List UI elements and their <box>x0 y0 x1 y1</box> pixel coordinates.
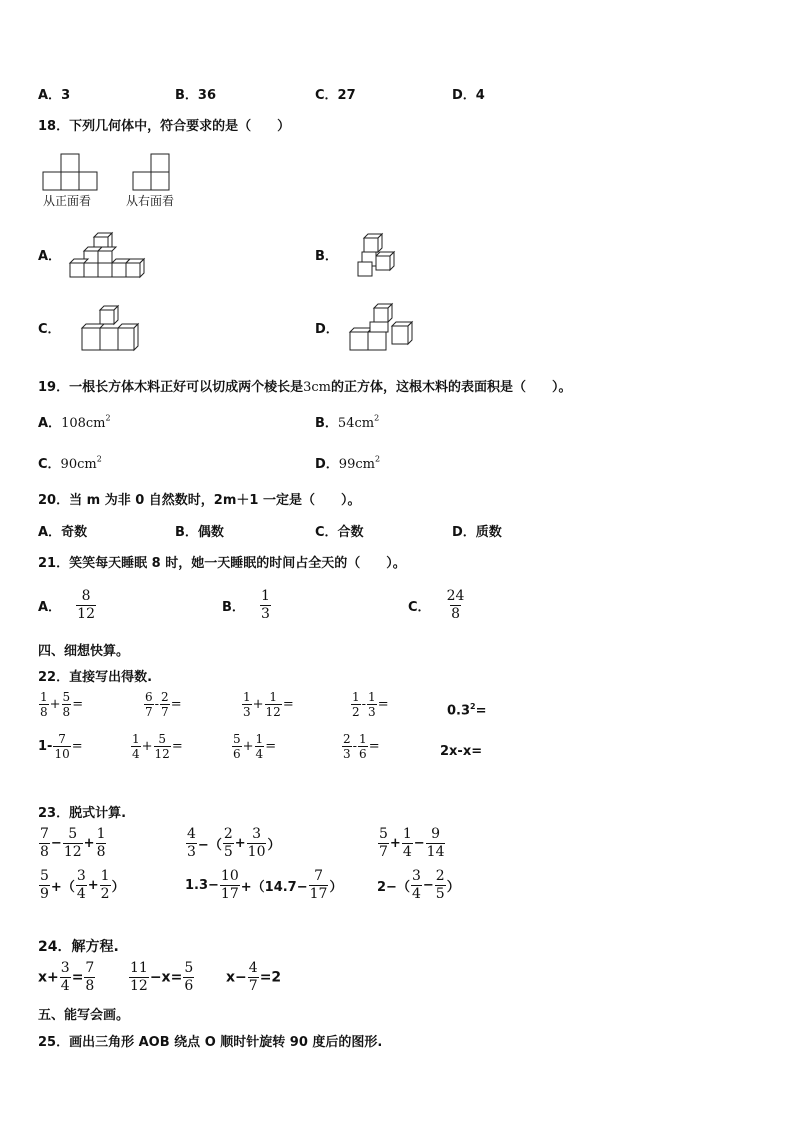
q23-expr-2: $\frac{4}{3}$ −（ $\frac{2}{5}$ + $\frac{3}{10}$ ） <box>187 826 281 860</box>
q23-stem: 23．脱式计算. <box>38 806 127 821</box>
q18-option-c-label[interactable]: C． <box>38 322 61 337</box>
q17-option-d[interactable]: D．4 <box>452 88 485 103</box>
q18-option-d-label[interactable]: D． <box>315 322 339 337</box>
q21-option-b[interactable]: B． $\frac{1}{3}$ <box>222 588 270 622</box>
q22-item-5: $0.3^2=$ <box>447 702 487 719</box>
q20-stem: 20．当 m 为非 0 自然数时，2m＋1 一定是（ ）。 <box>38 493 361 508</box>
q22-item-2: $\frac{6}{7}$ - $\frac{2}{7}$ = <box>145 690 182 719</box>
q17-option-c[interactable]: C．27 <box>315 88 356 103</box>
q22-item-4: $\frac{1}{2}$ - $\frac{1}{3}$ = <box>352 690 389 719</box>
q20-option-d[interactable]: D．质数 <box>452 525 502 540</box>
q19-option-c[interactable]: C．$90cm^2$ <box>38 454 102 472</box>
right-view-figure <box>133 154 173 190</box>
q23-expr-1: $\frac{7}{8}$ − $\frac{5}{12}$ + $\frac{1}{8}$ <box>40 826 106 860</box>
q18-stem: 18．下列几何体中，符合要求的是（ ） <box>38 119 291 134</box>
q19-option-d[interactable]: D．$99cm^2$ <box>315 454 381 472</box>
q22-item-3: $\frac{1}{3}$ + $\frac{1}{12}$ = <box>243 690 294 719</box>
q19-stem: 19．一根长方体木料正好可以切成两个棱长是3cm的正方体，这根木料的表面积是（ ）。 <box>38 380 572 395</box>
q18-option-a-label[interactable]: A． <box>38 249 62 264</box>
q18-option-a-figure[interactable] <box>70 233 154 278</box>
q17-option-b[interactable]: B．36 <box>175 88 217 103</box>
q21-option-a[interactable]: A． $\frac{8}{12}$ <box>38 588 95 622</box>
q20-option-b[interactable]: B．偶数 <box>175 525 224 540</box>
q19-option-a[interactable]: A．$108cm^2$ <box>38 413 111 431</box>
section-five-heading: 五、能写会画。 <box>38 1008 130 1023</box>
q19-option-b[interactable]: B．$54cm^2$ <box>315 413 380 431</box>
q25-stem: 25．画出三角形 AOB 绕点 O 顺时针旋转 90 度后的图形. <box>38 1035 383 1050</box>
q22-item-9: $\frac{2}{3}$ - $\frac{1}{6}$ = <box>343 732 380 761</box>
q22-stem: 22．直接写出得数. <box>38 670 153 685</box>
q23-expr-6: 2−（ $\frac{3}{4}$ − $\frac{2}{5}$ ） <box>377 868 460 902</box>
q24-equation-2: $\frac{11}{12}$ −x= $\frac{5}{6}$ <box>130 960 194 994</box>
q24-equation-3: x− $\frac{4}{7}$ =2 <box>226 960 282 994</box>
q22-item-8: $\frac{5}{6}$ + $\frac{1}{4}$ = <box>233 732 277 761</box>
q18-option-b-label[interactable]: B． <box>315 249 338 264</box>
q23-expr-4: $\frac{5}{9}$ +（ $\frac{3}{4}$ + $\frac{1}{2}$ ） <box>40 868 125 902</box>
right-view-label: 从右面看 <box>126 194 175 208</box>
q23-expr-5: 1.3− $\frac{10}{17}$ +（14.7− $\frac{7}{17}$ ） <box>185 868 343 902</box>
q22-item-7: $\frac{1}{4}$ + $\frac{5}{12}$ = <box>132 732 183 761</box>
q24-equation-1: x+ $\frac{3}{4}$ = $\frac{7}{8}$ <box>38 960 95 994</box>
q23-expr-3: $\frac{5}{7}$ + $\frac{1}{4}$ − $\frac{9}{14}$ <box>379 826 445 860</box>
q17-option-a[interactable]: A．3 <box>38 88 71 103</box>
front-view-figure <box>43 154 103 190</box>
q18-option-d-figure[interactable] <box>350 302 418 352</box>
q18-option-c-figure[interactable] <box>82 306 142 352</box>
q20-option-c[interactable]: C．合数 <box>315 525 364 540</box>
q20-option-a[interactable]: A．奇数 <box>38 525 88 540</box>
q21-stem: 21．笑笑每天睡眠 8 时，她一天睡眠的时间占全天的（ ）。 <box>38 556 406 571</box>
q22-item-6: 1- $\frac{7}{10}$ = <box>38 732 83 761</box>
q21-option-c[interactable]: C． $\frac{24}{8}$ <box>408 588 465 622</box>
q22-item-1: $\frac{1}{8}$ + $\frac{5}{8}$ = <box>40 690 84 719</box>
q24-stem: 24．解方程. <box>38 939 119 955</box>
section-four-heading: 四、细想快算。 <box>38 644 130 659</box>
q22-item-10: 2x-x= <box>440 744 483 759</box>
q18-option-b-figure[interactable] <box>358 234 404 278</box>
front-view-label: 从正面看 <box>43 194 92 208</box>
